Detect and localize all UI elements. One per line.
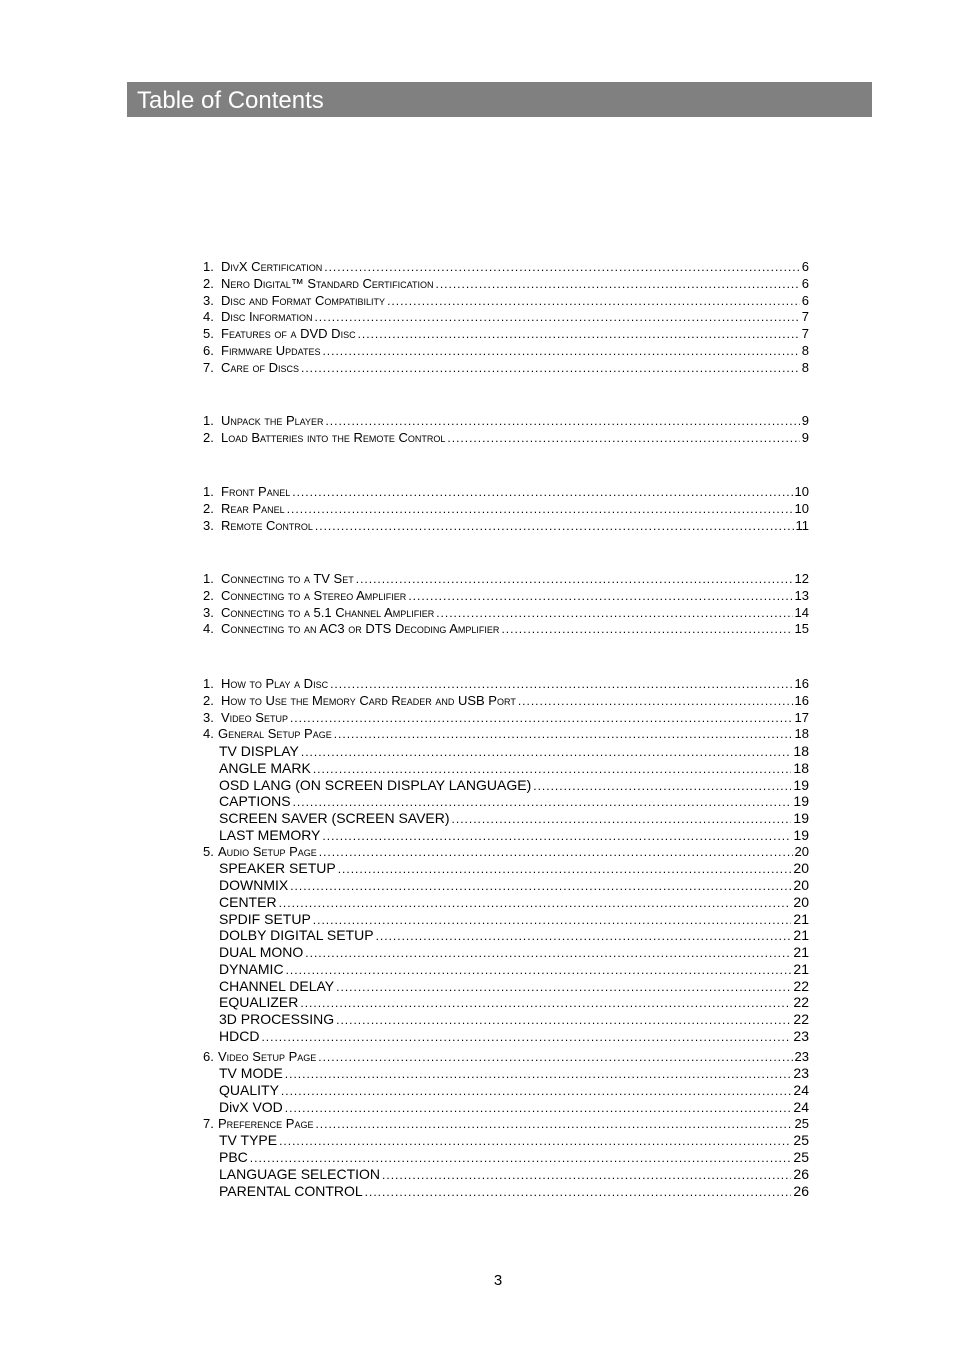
toc-entry-number: 3.: [203, 604, 214, 620]
toc-entry-page: 15: [794, 621, 809, 637]
toc-entry-label: Rear Panel: [221, 500, 285, 516]
dot-leader: [281, 1083, 792, 1100]
toc-entry-number: 7.: [203, 359, 214, 375]
dot-leader: [324, 259, 800, 276]
toc-entry-page: 11: [795, 517, 809, 533]
toc-entry[interactable]: [203, 588, 809, 605]
toc-subentry[interactable]: [203, 1166, 809, 1183]
toc-entry-page: 26: [793, 1165, 809, 1182]
toc-entry-page: 7: [801, 309, 809, 325]
dot-leader: [436, 276, 800, 293]
page-number: 3: [493, 1272, 503, 1289]
toc-entry[interactable]: [203, 726, 809, 743]
dot-leader: [336, 979, 791, 996]
toc-entry-number: 2.: [203, 429, 214, 445]
toc-entry-page: 20: [793, 860, 809, 877]
dot-leader: [290, 710, 793, 727]
toc-entry-page: 22: [793, 1011, 809, 1027]
toc-entry-label: LAST MEMORY: [219, 826, 321, 843]
toc-entry-label: PBC: [219, 1149, 248, 1165]
toc-entry-number: 2.: [203, 587, 214, 603]
toc-entry-label: 3D PROCESSING: [219, 1011, 335, 1027]
toc-entry[interactable]: [203, 484, 809, 501]
toc-entry[interactable]: [203, 710, 809, 727]
toc-entry-page: 9: [801, 413, 809, 428]
toc-section-controls: [203, 484, 809, 534]
dot-leader: [533, 778, 791, 795]
toc-entry-page: 10: [794, 500, 809, 516]
toc-section-introduction: [203, 259, 809, 376]
toc-entry-page: 21: [793, 944, 809, 960]
toc-entry[interactable]: [203, 844, 809, 861]
toc-entry-number: 2.: [203, 275, 214, 291]
toc-entry-page: 8: [801, 342, 809, 358]
dot-leader: [314, 309, 799, 326]
toc-subentry[interactable]: [203, 760, 809, 777]
toc-entry-page: 19: [793, 810, 809, 826]
toc-entry-page: 16: [794, 676, 809, 691]
toc-entry[interactable]: [203, 571, 809, 588]
toc-entry-page: 8: [801, 359, 809, 375]
toc-entry-page: 13: [794, 587, 809, 603]
toc-entry-label: How to Use the Memory Card Reader and USB Port: [221, 692, 516, 708]
toc-subentry[interactable]: [203, 827, 809, 844]
dot-leader: [387, 293, 800, 310]
toc-subentry[interactable]: [203, 1183, 809, 1200]
dot-leader: [290, 878, 791, 895]
dot-leader: [365, 1184, 792, 1201]
toc-entry-page: 6: [801, 259, 809, 274]
toc-entry-label: LANGUAGE SELECTION: [219, 1165, 381, 1182]
toc-entry-number: 5.: [203, 326, 214, 341]
toc-entry-number: 3.: [203, 517, 214, 533]
toc-entry[interactable]: [203, 360, 809, 377]
toc-subentry[interactable]: [203, 777, 809, 794]
dot-leader: [330, 676, 792, 693]
toc-entry-label: How to Play a Disc: [221, 676, 329, 691]
toc-entry[interactable]: [203, 259, 809, 276]
toc-entry-label: Load Batteries into the Remote Control: [221, 429, 446, 445]
toc-entry-page: 23: [793, 1027, 809, 1044]
toc-entry-page: 21: [793, 960, 809, 977]
toc-entry-label: CENTER: [219, 893, 277, 910]
toc-entry[interactable]: [203, 518, 809, 535]
toc-entry-page: 18: [793, 743, 809, 759]
toc-subentry[interactable]: [203, 1082, 809, 1099]
toc-entry-label: DUAL MONO: [219, 944, 304, 960]
toc-subentry[interactable]: [203, 1065, 809, 1082]
toc-entry[interactable]: [203, 430, 809, 447]
toc-entry-page: 7: [801, 326, 809, 341]
dot-leader: [325, 413, 799, 430]
toc-subentry[interactable]: [203, 793, 809, 810]
toc-entry-label: OSD LANG (ON SCREEN DISPLAY LANGUAGE): [219, 776, 532, 793]
toc-subentry[interactable]: [203, 927, 809, 944]
toc-subentry[interactable]: [203, 944, 809, 961]
toc-entry-label: Nero Digital™ Standard Certification: [221, 275, 434, 291]
dot-leader: [279, 895, 792, 912]
toc-entry[interactable]: [203, 343, 809, 360]
toc-subentry[interactable]: [203, 877, 809, 894]
toc-section-unpacking: [203, 413, 809, 447]
toc-entry-page: 18: [794, 726, 809, 742]
toc-entry-label: Connecting to a 5.1 Channel Amplifier: [221, 604, 435, 620]
toc-subentry[interactable]: [203, 1028, 809, 1045]
toc-entry-label: QUALITY: [219, 1082, 279, 1098]
toc-entry[interactable]: [203, 621, 809, 638]
toc-entry-page: 19: [793, 793, 809, 810]
toc-entry-label: Remote Control: [221, 517, 313, 533]
toc-entry-number: 1.: [203, 484, 214, 499]
toc-entry-label: DOWNMIX: [219, 877, 289, 893]
dot-leader: [356, 571, 793, 588]
toc-section-connections: [203, 571, 809, 638]
toc-subentry[interactable]: [203, 911, 809, 928]
toc-entry-label: TV TYPE: [219, 1132, 278, 1149]
toc-entry[interactable]: [203, 605, 809, 622]
toc-entry-page: 25: [793, 1132, 809, 1149]
toc-entry-label: Front Panel: [221, 484, 291, 499]
toc-entry[interactable]: [203, 413, 809, 430]
toc-entry-label: Connecting to a TV Set: [221, 571, 354, 586]
toc-entry-page: 17: [794, 709, 809, 725]
toc-entry-label: Unpack the Player: [221, 413, 324, 428]
toc-entry[interactable]: [203, 309, 809, 326]
toc-entry-page: 20: [793, 877, 809, 893]
toc-entry-page: 12: [794, 571, 809, 586]
dot-leader: [286, 962, 792, 979]
dot-leader: [313, 912, 792, 929]
toc-entry-label: ANGLE MARK: [219, 759, 311, 776]
toc-entry[interactable]: [203, 1116, 809, 1133]
dot-leader: [287, 501, 793, 518]
toc-entry[interactable]: [203, 293, 809, 310]
toc-entry-page: 10: [794, 484, 809, 499]
toc-entry-page: 19: [793, 776, 809, 793]
dot-leader: [285, 1066, 792, 1083]
dot-leader: [322, 343, 799, 360]
dot-leader: [301, 360, 800, 377]
toc-entry-page: 16: [794, 692, 809, 708]
toc-entry-page: 25: [794, 1115, 809, 1131]
toc-entry-label: CHANNEL DELAY: [219, 977, 335, 994]
dot-leader: [313, 761, 792, 778]
toc-entry-number: 1.: [203, 676, 214, 691]
toc-entry-number: 1.: [203, 571, 214, 586]
toc-entry-label: Features of a DVD Disc: [221, 326, 356, 341]
dot-leader: [279, 1133, 791, 1150]
toc-subentry[interactable]: [203, 961, 809, 978]
dot-leader: [315, 1116, 792, 1133]
dot-leader: [301, 744, 792, 761]
toc-subentry[interactable]: [203, 994, 809, 1011]
toc-entry-page: 24: [793, 1082, 809, 1098]
toc-entry-number: 7.: [203, 1115, 214, 1131]
toc-entry-label: Connecting to a Stereo Amplifier: [221, 587, 407, 603]
toc-subentry[interactable]: [203, 810, 809, 827]
toc-subentry[interactable]: [203, 743, 809, 760]
dot-leader: [315, 518, 794, 535]
toc-entry-number: 2.: [203, 692, 214, 708]
toc-entry-page: 20: [793, 893, 809, 910]
toc-subentry[interactable]: [203, 978, 809, 995]
toc-entry-number: 1.: [203, 413, 214, 428]
toc-entry-page: 19: [793, 826, 809, 843]
dot-leader: [436, 605, 792, 622]
toc-entry-label: General Setup Page: [218, 726, 332, 742]
dot-leader: [338, 861, 792, 878]
toc-entry-page: 25: [793, 1149, 809, 1165]
dot-leader: [285, 1100, 792, 1117]
dot-leader: [376, 928, 792, 945]
toc-entry-label: Disc Information: [221, 309, 313, 325]
dot-leader: [408, 588, 792, 605]
toc-entry-page: 23: [794, 1048, 809, 1064]
toc-entry-page: 9: [801, 429, 809, 445]
toc-section-operation: [203, 676, 809, 1199]
dot-leader: [261, 1029, 791, 1046]
dot-leader: [382, 1167, 791, 1184]
dot-leader: [300, 995, 791, 1012]
toc-entry-label: TV MODE: [219, 1065, 283, 1082]
toc-entry-label: DYNAMIC: [219, 960, 284, 977]
toc-entry-label: DivX VOD: [219, 1098, 283, 1115]
dot-leader: [452, 811, 792, 828]
toc-subentry[interactable]: [203, 860, 809, 877]
dot-leader: [293, 794, 792, 811]
toc-entry-label: DOLBY DIGITAL SETUP: [219, 927, 374, 944]
toc-entry-label: Video Setup: [221, 709, 288, 725]
toc-entry-label: EQUALIZER: [219, 994, 299, 1011]
toc-entry-page: 6: [801, 275, 809, 291]
toc-entry-page: 18: [793, 759, 809, 776]
dot-leader: [518, 693, 793, 710]
toc-entry-number: 6.: [203, 342, 214, 358]
toc-subentry[interactable]: [203, 1132, 809, 1149]
dot-leader: [305, 945, 791, 962]
dot-leader: [250, 1150, 792, 1167]
dot-leader: [501, 621, 792, 638]
dot-leader: [358, 326, 800, 343]
toc-entry-number: 6.: [203, 1048, 214, 1064]
toc-entry-page: 26: [793, 1182, 809, 1199]
toc-entry-number: 4.: [203, 621, 214, 637]
dot-leader: [318, 1049, 792, 1066]
toc-entry-number: 5.: [203, 843, 214, 859]
toc-entry-page: 23: [793, 1065, 809, 1082]
toc-entry[interactable]: [203, 501, 809, 518]
toc-entry-label: TV DISPLAY: [219, 743, 299, 759]
toc-subentry[interactable]: [203, 894, 809, 911]
toc-entry-page: 24: [793, 1098, 809, 1115]
toc-entry-page: 21: [793, 910, 809, 927]
toc-entry-label: Disc and Format Compatibility: [221, 292, 386, 308]
toc-subentry[interactable]: [203, 1099, 809, 1116]
toc-entry-label: PARENTAL CONTROL: [219, 1182, 363, 1199]
toc-entry-label: SCREEN SAVER (SCREEN SAVER): [219, 810, 450, 826]
toc-entry-page: 14: [794, 604, 809, 620]
toc-entry-page: 22: [793, 994, 809, 1011]
dot-leader: [292, 484, 792, 501]
toc-entry-label: Care of Discs: [221, 359, 300, 375]
toc-entry-number: 1.: [203, 259, 214, 274]
dot-leader: [336, 1012, 791, 1029]
toc-entry-number: 2.: [203, 500, 214, 516]
toc-entry[interactable]: [203, 693, 809, 710]
toc-entry-page: 21: [793, 927, 809, 944]
toc-entry-label: DivX Certification: [221, 259, 323, 274]
toc-entry-number: 3.: [203, 709, 214, 725]
dot-leader: [319, 844, 793, 861]
dot-leader: [447, 430, 799, 447]
toc-entry[interactable]: [203, 1049, 809, 1066]
toc-entry-label: Connecting to an AC3 or DTS Decoding Amplifier: [221, 621, 500, 637]
toc-entry-label: CAPTIONS: [219, 793, 291, 810]
toc-entry-page: 20: [794, 843, 809, 859]
toc-entry-label: Audio Setup Page: [218, 843, 317, 859]
toc-entry[interactable]: [203, 326, 809, 343]
toc-subentry[interactable]: [203, 1011, 809, 1028]
toc-entry-label: HDCD: [219, 1027, 260, 1044]
toc-subentry[interactable]: [203, 1149, 809, 1166]
toc-entry-page: 22: [793, 977, 809, 994]
toc-entry-label: Preference Page: [218, 1115, 314, 1131]
toc-entry-label: Firmware Updates: [221, 342, 321, 358]
toc-entry[interactable]: [203, 676, 809, 693]
toc-entry-number: 4.: [203, 309, 214, 325]
dot-leader: [322, 828, 791, 845]
toc-entry-number: 4.: [203, 726, 214, 742]
toc-entry-page: 6: [801, 292, 809, 308]
dot-leader: [334, 726, 793, 743]
toc-entry-label: SPDIF SETUP: [219, 910, 311, 927]
toc-entry-label: SPEAKER SETUP: [219, 860, 336, 877]
page-title: Table of Contents: [127, 82, 872, 117]
toc-entry-number: 3.: [203, 292, 214, 308]
toc-entry[interactable]: [203, 276, 809, 293]
toc-entry-label: Video Setup Page: [218, 1048, 317, 1064]
